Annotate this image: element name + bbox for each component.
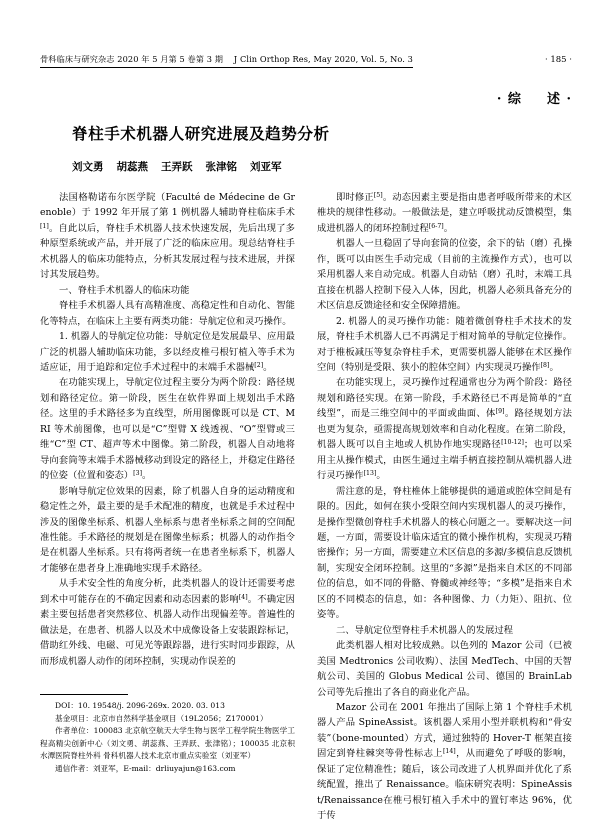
footnote-divider <box>40 694 128 695</box>
left-column <box>40 190 295 669</box>
section-marker-part1: · 综 <box>496 92 522 107</box>
running-head <box>40 54 572 68</box>
page-number: · 185 · <box>544 55 572 65</box>
right-column <box>317 190 572 824</box>
running-head-journal-info <box>40 54 413 68</box>
paragraph-clinical-functions: 脊柱手术机器人具有高精准度、高稳定性和自动化、智能化等特点，在临床上主要有两类功能：导航定位和灵巧操作。 <box>40 300 295 327</box>
author-name: 胡蕊燕 <box>116 161 148 173</box>
paragraph-drilling-operation: 机器人一旦稳固了导向套筒的位姿，余下的钻（磨）孔操作，既可以由医生手动完成（目前的主流操作方式），也可以采用机器人来自动完成。机器人自动钻（磨）孔时，末端工具直接在机器人控制下侵入人体，因此，机器人必须具备充分的术区信息反馈途径和安全保障措施。 <box>317 238 572 312</box>
paragraph-intro: 法国格勒诺布尔医学院（Faculté de Médecine de Grenoble）于 1992 年开展了第 1 例机器人辅助脊柱临床手术[1]。自此以后，脊柱手术机器人技术快速发展，先后出现了多种原型系统或产品，并开展了广泛的临床应用。现总结脊柱手术机器人的临床功能特点，分析其发展过程与技术进展，并探讨其发展趋势。 <box>40 192 295 281</box>
paragraph-dexterous-operation: 2. 机器人的灵巧操作功能：随着微创脊柱手术技术的发展，脊柱手术机器人已不再满足于相对简单的导航定位操作。对于椎板减压等复杂脊柱手术，更需要机器人能够在术区操作空间（特别是受限、狭小的腔体空间）内实现灵巧操作[8]。 <box>317 315 572 373</box>
journal-title-cn: 骨科临床与研究杂志 2020 年 5 月第 5 卷第 3 期 <box>40 54 224 64</box>
footnote-affiliation: 作者单位：100083 北京航空航天大学生物与医学工程学院生物医学工程高精尖创新中心（刘文勇、胡蕊燕、王弄跃、张津铭）；100035 北京积水潭医院脊柱外科 骨科机器人技术北京市重点实验室（刘亚军） <box>40 726 295 761</box>
paragraph-safety-analysis: 从手术安全性的角度分析，此类机器人的设计还需要考虑到术中可能存在的不确定因素和动态因素的影响[4]。不确定因素主要包括患者突然移位、机器人动作出现偏差等。普遍性的做法是，在患者、机器人以及术中成像设备上安装跟踪标记，借助红外线、电磁、可见光等跟踪器，进行实时同步跟踪，从而形成机器人动作的闭环控制，实现动作误差的 <box>40 578 295 667</box>
paragraph-commercial-products: 此类机器人相对比较成熟。以色列的 Mazor 公司（已被美国 Medtronics 公司收购）、法国 MedTech、中国的天智航公司、美国的 Globus Medical 公司、德国的 BrainLab 公司等先后推出了各自的商业化产品。 <box>317 640 572 698</box>
paragraph-two-stages: 在功能实现上，导航定位过程主要分为两个阶段：路径规划和路径定位。第一阶段，医生在软件界面上规划出手术路径。这里的手术路径多为直线型，所用图像既可以是 CT、MRI 等术前图像，也可以是“C”型臂 X 线透视、“O”型臂或三维“C”型 CT、超声等术中图像。第二阶段，机器人自动地将导向套筒等末端手术器械移动到设定的路径上，并稳定住路径的位姿（位置和姿态）[3]。 <box>40 377 295 482</box>
footnote-corresponding-author: 通信作者：刘亚军，E-mail：drliuyajun@163.com <box>55 763 236 773</box>
author-name: 刘亚军 <box>250 161 282 173</box>
author-name: 王弄跃 <box>161 161 193 173</box>
paragraph-mazor-history: Mazor 公司在 2001 年推出了国际上第 1 个脊柱手术机器人产品 SpineAssist。该机器人采用小型并联机构和“骨安装”（bone-mounted）方式，通过独特的 Hover-T 框架直接固定到脊柱棘突等骨性标志上[14]，从而避免了呼吸的影响，保证了定位精准性；随后，该公司改进了人机界面并优化了系统配置，推出了 Renaissance。临床研究表明：SpineAssist/Renaissance在椎弓根钉植入手术中的置钉率达 96%，优于传 <box>317 701 572 822</box>
heading-section-two: 二、导航定位型脊柱手术机器人的发展过程 <box>336 624 514 636</box>
paragraph-realtime-correction: 即时修正[5]。动态因素主要是指由患者呼吸所带来的术区椎块的规律性移动。一般做法是，建立呼吸扰动反馈模型，集成进机器人的闭环控制过程[6-7]。 <box>317 192 572 234</box>
paragraph-accuracy-factors: 影响导航定位效果的因素，除了机器人自身的运动精度和稳定性之外，最主要的是手术配准的精度，也就是手术过程中涉及的图像坐标系、机器人坐标系与患者坐标系之间的空间配准性能。手术路径的规划是在图像坐标系；机器人的动作指令是在机器人坐标系。只有将两者统一在患者坐标系下，机器人才能够在患者身上准确地实现手术路径。 <box>40 485 295 574</box>
author-list <box>72 159 295 174</box>
section-marker-part2: 述 · <box>546 92 572 107</box>
paragraph-dexterous-stages: 在功能实现上，灵巧操作过程通常也分为两个阶段：路径规划和路径实现。在第一阶段，手术路径已不再是简单的“直线型”，而是三维空间中的平面或曲面、体[9]。路径规划方法也更为复杂，亟需提高规划效率和自动化程度。在第二阶段，机器人既可以自主地或人机协作地实现路径[10-12]；也可以采用主从操作模式，由医生通过主端手柄直接控制从端机器人进行灵巧操作[13]。 <box>317 377 572 482</box>
paragraph-navigation-positioning: 1. 机器人的导航定位功能：导航定位是发展最早、应用最广泛的机器人辅助临床功能，多以经皮椎弓根钉植入等手术为适应证，用于追踪和定位手术过程中的末端手术器械[2]。 <box>40 331 295 373</box>
footnote-funding: 基金项目：北京市自然科学基金项目（19L2056；Z170001） <box>55 713 268 723</box>
page-title: 脊柱手术机器人研究进展及趋势分析 <box>72 125 330 143</box>
footnote-doi: DOI：10. 19548/j. 2096-269x. 2020. 03. 013 <box>55 701 225 710</box>
journal-title-en: J Clin Orthop Res, May 2020, Vol. 5, No. 3 <box>233 54 413 64</box>
footnote-block <box>40 700 295 776</box>
author-name: 刘文勇 <box>72 161 104 173</box>
heading-section-one: 一、脊柱手术机器人的临床功能 <box>59 284 190 296</box>
paragraph-space-limits: 需注意的是，脊柱椎体上能够提供的通道或腔体空间是有限的。因此，如何在狭小受限空间内实现机器人的灵巧操作，是操作型微创脊柱手术机器人的核心问题之一。要解决这一问题，一方面，需要设计临床适宜的微小操作机构，实现灵巧精密操作；另一方面，需要建立术区信息的多源/多模信息反馈机制，实现安全闭环控制。这里的“多源”是指来自术区的不同部位的信息，如不同的骨骼、脊髓或神经等；“多模”是指来自术区的不同模态的信息，如：各种图像、力（力矩）、阻抗、位姿等。 <box>317 485 572 621</box>
section-marker <box>497 88 572 107</box>
author-name: 张津铭 <box>205 161 237 173</box>
